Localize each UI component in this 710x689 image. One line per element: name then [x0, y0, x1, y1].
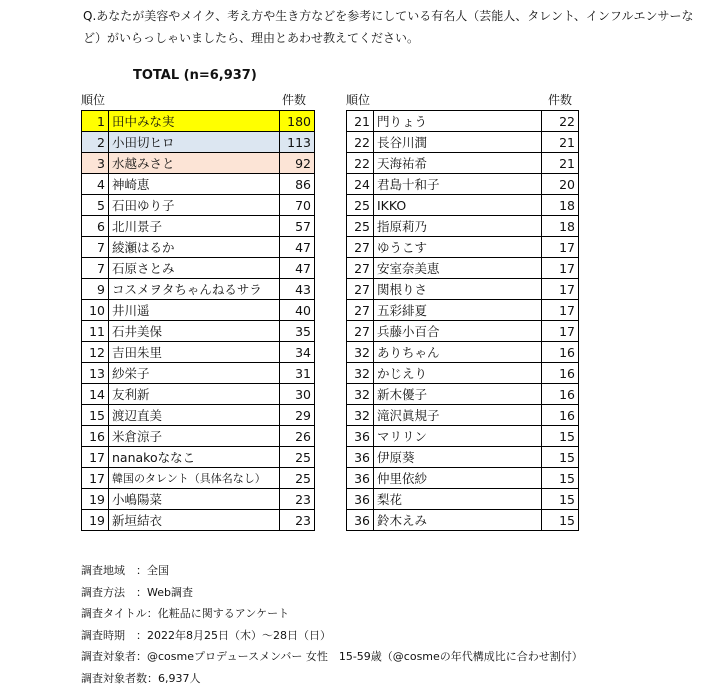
table-row: [347, 510, 579, 531]
count-cell: 21: [542, 153, 579, 174]
ranking-table-left: [81, 110, 315, 531]
rank-cell: 36: [347, 510, 374, 531]
total-title: TOTAL (n=6,937): [133, 68, 257, 83]
header-rank-left: 順位: [81, 91, 105, 108]
rank-cell: 22: [347, 153, 374, 174]
rank-cell: 3: [82, 153, 109, 174]
table-row: [82, 321, 315, 342]
question-text: Q.あなたが美容やメイク、考え方や生き方などを参考にしている有名人（芸能人、タレント、インフルエンサーなど）がいらっしゃいましたら、理由とあわせ教えてください。: [83, 5, 703, 49]
count-cell: 35: [280, 321, 315, 342]
table-row: [82, 426, 315, 447]
name-cell: IKKO: [374, 195, 542, 216]
table-row: [347, 384, 579, 405]
name-cell: 神崎恵: [109, 174, 280, 195]
table-row: [82, 342, 315, 363]
count-cell: 15: [542, 468, 579, 489]
count-cell: 17: [542, 237, 579, 258]
table-row: [347, 300, 579, 321]
name-cell: 指原莉乃: [374, 216, 542, 237]
table-row: [82, 237, 315, 258]
ranking-table-right: [346, 110, 579, 531]
table-row: [347, 132, 579, 153]
table-row: [347, 111, 579, 132]
table-row: [347, 279, 579, 300]
rank-cell: 36: [347, 447, 374, 468]
survey-note: 調査地域 ：全国: [81, 560, 583, 582]
rank-cell: 11: [82, 321, 109, 342]
survey-note: 調査方法 ：Web調査: [81, 582, 583, 604]
table-row: [347, 174, 579, 195]
name-cell: 小田切ヒロ: [109, 132, 280, 153]
rank-cell: 27: [347, 321, 374, 342]
name-cell: ありちゃん: [374, 342, 542, 363]
count-cell: 40: [280, 300, 315, 321]
rank-cell: 25: [347, 195, 374, 216]
count-cell: 34: [280, 342, 315, 363]
rank-cell: 32: [347, 342, 374, 363]
rank-cell: 27: [347, 237, 374, 258]
rank-cell: 27: [347, 258, 374, 279]
rank-cell: 25: [347, 216, 374, 237]
rank-cell: 27: [347, 300, 374, 321]
name-cell: 綾瀬はるか: [109, 237, 280, 258]
name-cell: 長谷川潤: [374, 132, 542, 153]
table-row: [82, 258, 315, 279]
count-cell: 25: [280, 468, 315, 489]
table-row: [82, 216, 315, 237]
name-cell: 関根りさ: [374, 279, 542, 300]
rank-cell: 21: [347, 111, 374, 132]
rank-cell: 19: [82, 510, 109, 531]
survey-notes: [81, 560, 583, 689]
rank-cell: 27: [347, 279, 374, 300]
count-cell: 43: [280, 279, 315, 300]
count-cell: 16: [542, 342, 579, 363]
rank-cell: 32: [347, 363, 374, 384]
count-cell: 47: [280, 237, 315, 258]
name-cell: 韓国のタレント（具体名なし）: [109, 468, 280, 489]
name-cell: 新木優子: [374, 384, 542, 405]
count-cell: 16: [542, 384, 579, 405]
table-row: [347, 153, 579, 174]
table-row: [82, 447, 315, 468]
name-cell: 伊原葵: [374, 447, 542, 468]
name-cell: 仲里依紗: [374, 468, 542, 489]
table-row: [347, 342, 579, 363]
name-cell: 石井美保: [109, 321, 280, 342]
name-cell: 小嶋陽菜: [109, 489, 280, 510]
name-cell: 門りょう: [374, 111, 542, 132]
count-cell: 17: [542, 321, 579, 342]
name-cell: 石田ゆり子: [109, 195, 280, 216]
count-cell: 17: [542, 300, 579, 321]
name-cell: 梨花: [374, 489, 542, 510]
table-row: [347, 447, 579, 468]
count-cell: 15: [542, 510, 579, 531]
name-cell: ゆうこす: [374, 237, 542, 258]
table-row: [347, 258, 579, 279]
table-row: [347, 426, 579, 447]
rank-cell: 6: [82, 216, 109, 237]
count-cell: 22: [542, 111, 579, 132]
table-row: [347, 468, 579, 489]
count-cell: 29: [280, 405, 315, 426]
name-cell: 兵藤小百合: [374, 321, 542, 342]
name-cell: 滝沢眞規子: [374, 405, 542, 426]
count-cell: 23: [280, 489, 315, 510]
table-row: [82, 405, 315, 426]
rank-cell: 17: [82, 447, 109, 468]
survey-note: 調査時期 ：2022年8月25日（木）～28日（日）: [81, 625, 583, 647]
table-row: [82, 363, 315, 384]
name-cell: 田中みな実: [109, 111, 280, 132]
name-cell: 米倉涼子: [109, 426, 280, 447]
table-row: [82, 468, 315, 489]
table-row: [347, 489, 579, 510]
header-count-left: 件数: [282, 91, 306, 108]
name-cell: 新垣結衣: [109, 510, 280, 531]
header-rank-right: 順位: [346, 91, 370, 108]
name-cell: nanakoななこ: [109, 447, 280, 468]
name-cell: 北川景子: [109, 216, 280, 237]
table-row: [347, 237, 579, 258]
rank-cell: 13: [82, 363, 109, 384]
table-row: [347, 216, 579, 237]
rank-cell: 17: [82, 468, 109, 489]
rank-cell: 19: [82, 489, 109, 510]
name-cell: 井川遥: [109, 300, 280, 321]
name-cell: 吉田朱里: [109, 342, 280, 363]
rank-cell: 7: [82, 237, 109, 258]
table-row: [347, 405, 579, 426]
table-row: [347, 195, 579, 216]
name-cell: 鈴木えみ: [374, 510, 542, 531]
count-cell: 26: [280, 426, 315, 447]
count-cell: 86: [280, 174, 315, 195]
table-row: [82, 300, 315, 321]
count-cell: 25: [280, 447, 315, 468]
survey-note: 調査対象者数：6,937人: [81, 668, 583, 689]
count-cell: 17: [542, 258, 579, 279]
rank-cell: 5: [82, 195, 109, 216]
count-cell: 30: [280, 384, 315, 405]
rank-cell: 24: [347, 174, 374, 195]
name-cell: 水越みさと: [109, 153, 280, 174]
rank-cell: 9: [82, 279, 109, 300]
rank-cell: 22: [347, 132, 374, 153]
table-row: [82, 279, 315, 300]
survey-note: 調査タイトル：化粧品に関するアンケート: [81, 603, 583, 625]
table-row: [82, 489, 315, 510]
table-row: [82, 384, 315, 405]
name-cell: 五彩緋夏: [374, 300, 542, 321]
table-row: [82, 510, 315, 531]
name-cell: 渡辺直美: [109, 405, 280, 426]
rank-cell: 15: [82, 405, 109, 426]
table-row: [82, 195, 315, 216]
rank-cell: 36: [347, 489, 374, 510]
count-cell: 18: [542, 195, 579, 216]
table-row: [347, 321, 579, 342]
name-cell: 石原さとみ: [109, 258, 280, 279]
rank-cell: 16: [82, 426, 109, 447]
count-cell: 92: [280, 153, 315, 174]
rank-cell: 7: [82, 258, 109, 279]
count-cell: 15: [542, 447, 579, 468]
count-cell: 20: [542, 174, 579, 195]
name-cell: かじえり: [374, 363, 542, 384]
rank-cell: 2: [82, 132, 109, 153]
count-cell: 31: [280, 363, 315, 384]
count-cell: 113: [280, 132, 315, 153]
table-row: [82, 153, 315, 174]
rank-cell: 1: [82, 111, 109, 132]
count-cell: 15: [542, 489, 579, 510]
header-count-right: 件数: [548, 91, 572, 108]
rank-cell: 36: [347, 426, 374, 447]
survey-note: 調査対象者：@cosmeプロデュースメンバー 女性 15-59歳（@cosmeの年代構成比に合わせ割付）: [81, 646, 583, 668]
count-cell: 23: [280, 510, 315, 531]
count-cell: 70: [280, 195, 315, 216]
rank-cell: 12: [82, 342, 109, 363]
rank-cell: 10: [82, 300, 109, 321]
name-cell: 天海祐希: [374, 153, 542, 174]
count-cell: 57: [280, 216, 315, 237]
name-cell: マリリン: [374, 426, 542, 447]
count-cell: 15: [542, 426, 579, 447]
name-cell: 友利新: [109, 384, 280, 405]
name-cell: 紗栄子: [109, 363, 280, 384]
count-cell: 180: [280, 111, 315, 132]
name-cell: 君島十和子: [374, 174, 542, 195]
name-cell: コスメヲタちゃんねるサラ: [109, 279, 280, 300]
count-cell: 16: [542, 363, 579, 384]
rank-cell: 4: [82, 174, 109, 195]
count-cell: 18: [542, 216, 579, 237]
count-cell: 47: [280, 258, 315, 279]
count-cell: 16: [542, 405, 579, 426]
rank-cell: 32: [347, 405, 374, 426]
table-row: [82, 132, 315, 153]
count-cell: 21: [542, 132, 579, 153]
rank-cell: 14: [82, 384, 109, 405]
rank-cell: 32: [347, 384, 374, 405]
table-row: [347, 363, 579, 384]
name-cell: 安室奈美恵: [374, 258, 542, 279]
table-row: [82, 174, 315, 195]
count-cell: 17: [542, 279, 579, 300]
table-row: [82, 111, 315, 132]
rank-cell: 36: [347, 468, 374, 489]
